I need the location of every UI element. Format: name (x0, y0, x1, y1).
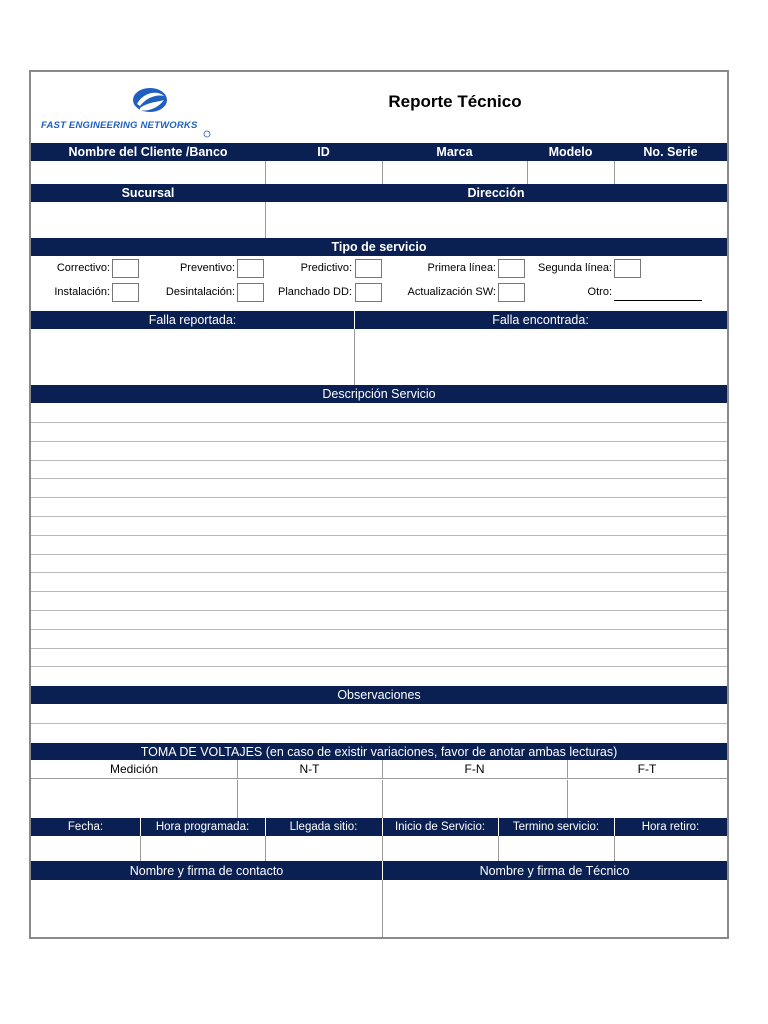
found-fault-header: Falla encontrada: (492, 313, 589, 327)
scheduled-time-field[interactable] (141, 836, 265, 861)
corrective-checkbox[interactable] (112, 259, 139, 278)
branch-header: Sucursal (121, 186, 175, 200)
service-end-header: Termino servicio: (512, 821, 600, 833)
service-start-field[interactable] (383, 836, 498, 861)
other-line-field[interactable] (614, 300, 702, 301)
reported-fault-field[interactable] (31, 329, 354, 385)
address-header: Dirección (467, 186, 525, 200)
second-line-label: Segunda línea: (537, 262, 612, 274)
description-rule-line (31, 535, 727, 536)
client-input-row (31, 161, 727, 184)
dd-ironing-label: Planchado DD: (278, 286, 352, 298)
uninstall-checkbox[interactable] (237, 283, 264, 302)
preventive-label: Preventivo: (179, 262, 235, 274)
nt-column: N-T (299, 762, 320, 776)
brand-field[interactable] (383, 161, 527, 184)
second-line-checkbox[interactable] (614, 259, 641, 278)
description-title: Descripción Servicio (322, 387, 436, 401)
sw-update-label: Actualización SW: (407, 286, 496, 298)
sw-update-checkbox[interactable] (498, 283, 525, 302)
contact-signature-header: Nombre y firma de contacto (129, 863, 284, 878)
description-rule-line (31, 610, 727, 611)
model-field[interactable] (528, 161, 614, 184)
scheduled-time-header: Hora programada: (155, 821, 250, 833)
technician-signature-field[interactable] (383, 880, 727, 937)
predictive-label: Predictivo: (300, 262, 352, 274)
brand-header: Marca (436, 145, 473, 159)
signature-input-row (31, 880, 727, 937)
address-field[interactable] (266, 202, 727, 238)
service-start-header: Inicio de Servicio: (394, 821, 486, 833)
description-rule-line (31, 591, 727, 592)
description-rule-line (31, 478, 727, 479)
description-rule-line (31, 497, 727, 498)
installation-checkbox[interactable] (112, 283, 139, 302)
ft-field[interactable] (568, 780, 727, 818)
description-area[interactable] (31, 403, 727, 686)
serial-header: No. Serie (643, 145, 698, 159)
predictive-checkbox[interactable] (355, 259, 382, 278)
observations-header-bar (31, 686, 727, 704)
times-header-bar (31, 818, 727, 836)
found-fault-field[interactable] (355, 329, 727, 385)
branch-input-row (31, 202, 727, 238)
page-title: Reporte Técnico (388, 92, 522, 111)
description-rule-line (31, 441, 727, 442)
id-header: ID (317, 145, 330, 159)
first-line-label: Primera línea: (427, 262, 496, 274)
leave-time-header: Hora retiro: (641, 821, 700, 833)
reported-fault-header: Falla reportada: (148, 313, 237, 327)
date-field[interactable] (31, 836, 140, 861)
description-rule-line (31, 554, 727, 555)
signature-header-bar (31, 861, 727, 880)
dd-ironing-checkbox[interactable] (355, 283, 382, 302)
measurement-field[interactable] (31, 780, 237, 818)
service-type-title: Tipo de servicio (331, 240, 427, 254)
voltage-header-bar (31, 743, 727, 760)
nt-field[interactable] (238, 780, 382, 818)
description-rule-line (31, 572, 727, 573)
preventive-checkbox[interactable] (237, 259, 264, 278)
client-name-header: Nombre del Cliente /Banco (68, 145, 228, 159)
description-rule-line (31, 422, 727, 423)
company-logo (40, 84, 220, 138)
id-field[interactable] (266, 161, 382, 184)
model-header: Modelo (548, 145, 593, 159)
other-label: Otro: (587, 286, 612, 298)
service-type-bar (31, 238, 727, 256)
description-rule-line (31, 666, 727, 667)
fault-header-bar (31, 311, 727, 329)
service-end-field[interactable] (499, 836, 614, 861)
fault-input-row (31, 329, 727, 385)
voltage-title: TOMA DE VOLTAJES (en caso de existir variaciones, favor de anotar ambas lecturas) (140, 744, 618, 759)
fn-field[interactable] (383, 780, 567, 818)
arrival-header: Llegada sitio: (289, 821, 358, 833)
description-header-bar (31, 385, 727, 403)
fn-column: F-N (464, 762, 485, 776)
serial-field[interactable] (615, 161, 727, 184)
uninstall-label: Desintalación: (165, 286, 235, 298)
voltage-columns-row (31, 760, 727, 779)
client-name-field[interactable] (31, 161, 265, 184)
date-header: Fecha: (67, 821, 104, 833)
description-rule-line (31, 629, 727, 630)
voltage-input-row (31, 780, 727, 818)
branch-header-bar (31, 184, 727, 202)
branch-field[interactable] (31, 202, 265, 238)
description-rule-line (31, 460, 727, 461)
measurement-column: Medición (109, 762, 159, 776)
leave-time-field[interactable] (615, 836, 727, 861)
times-input-row (31, 836, 727, 861)
ft-column: F-T (637, 762, 657, 776)
arrival-field[interactable] (266, 836, 382, 861)
description-rule-line (31, 516, 727, 517)
contact-signature-field[interactable] (31, 880, 382, 937)
client-header-bar (31, 143, 727, 161)
corrective-label: Correctivo: (56, 262, 110, 274)
installation-label: Instalación: (54, 286, 110, 298)
company-name: FAST ENGINEERING NETWORKS (41, 120, 198, 131)
observations-title: Observaciones (337, 688, 421, 702)
technician-signature-header: Nombre y firma de Técnico (479, 863, 630, 878)
first-line-checkbox[interactable] (498, 259, 525, 278)
description-rule-line (31, 648, 727, 649)
